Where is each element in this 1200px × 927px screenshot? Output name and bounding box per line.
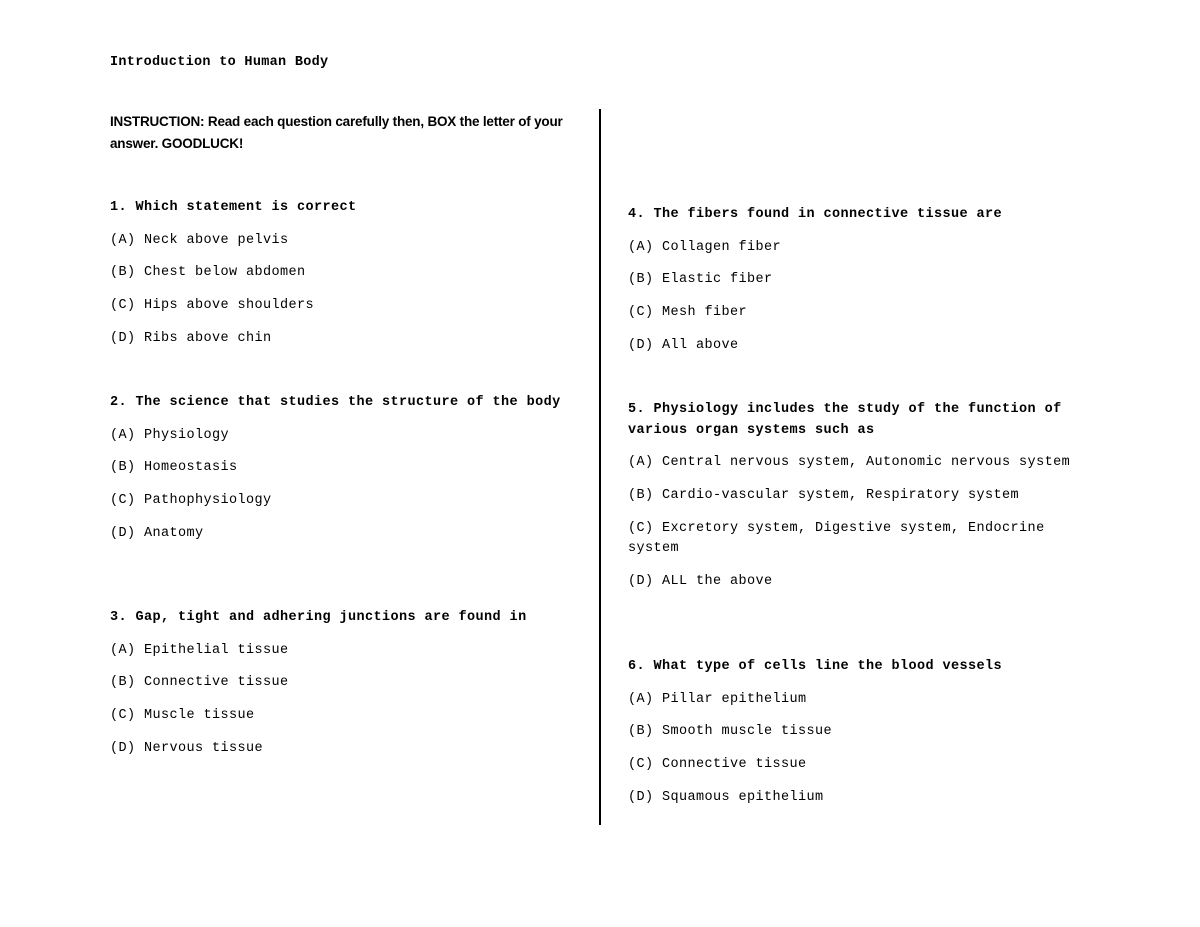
answer-option-a[interactable]: (A) Central nervous system, Autonomic nervous system [628, 455, 1071, 470]
answer-option-a[interactable]: (A) Collagen fiber [628, 239, 782, 255]
answer-option-c[interactable]: (C) Pathophysiology [110, 493, 272, 509]
instruction-text: INSTRUCTION: Read each question carefully then, BOX the letter of your answer. GOODLUCK! [110, 114, 563, 151]
answer-option-d[interactable]: (D) ALL the above [628, 574, 773, 590]
answer-option-d[interactable]: (D) Ribs above chin [110, 331, 272, 347]
question-text: 2. The science that studies the structure of the body [110, 395, 561, 410]
question-text: 1. Which statement is correct [110, 200, 357, 215]
column-divider [599, 109, 601, 825]
answer-option-a[interactable]: (A) Neck above pelvis [110, 232, 289, 248]
question-5 [628, 400, 1098, 605]
answer-option-a[interactable]: (A) Pillar epithelium [628, 691, 807, 707]
question-2 [110, 393, 580, 557]
answer-option-c[interactable]: (C) Connective tissue [628, 757, 807, 773]
answer-option-d[interactable]: (D) Squamous epithelium [628, 790, 824, 806]
answer-option-d[interactable]: (D) Anatomy [110, 526, 204, 542]
answer-option-d[interactable]: (D) Nervous tissue [110, 741, 264, 757]
question-3 [110, 608, 580, 772]
question-text: 6. What type of cells line the blood vessels [628, 659, 1003, 674]
answer-option-a[interactable]: (A) Epithelial tissue [110, 642, 289, 658]
document-title: Introduction to Human Body [110, 55, 329, 70]
question-4 [628, 205, 1098, 369]
answer-option-d[interactable]: (D) All above [628, 338, 739, 354]
question-text: 5. Physiology includes the study of the function of various organ systems such as [628, 402, 1062, 438]
answer-option-c[interactable]: (C) Mesh fiber [628, 305, 748, 321]
answer-option-c[interactable]: (C) Hips above shoulders [110, 298, 315, 314]
answer-option-b[interactable]: (B) Smooth muscle tissue [628, 724, 833, 740]
answer-option-b[interactable]: (B) Chest below abdomen [110, 265, 306, 281]
answer-option-b[interactable]: (B) Homeostasis [110, 460, 238, 476]
question-text: 3. Gap, tight and adhering junctions are found in [110, 610, 527, 625]
answer-option-c[interactable]: (C) Excretory system, Digestive system, Endocrine system [628, 520, 1045, 557]
answer-option-a[interactable]: (A) Physiology [110, 427, 230, 443]
question-6 [628, 657, 1098, 821]
answer-option-b[interactable]: (B) Elastic fiber [628, 272, 773, 288]
question-text: 4. The fibers found in connective tissue are [628, 207, 1003, 222]
answer-option-b[interactable]: (B) Cardio-vascular system, Respiratory system [628, 487, 1020, 503]
answer-option-c[interactable]: (C) Muscle tissue [110, 708, 255, 724]
question-1 [110, 198, 580, 362]
answer-option-b[interactable]: (B) Connective tissue [110, 675, 289, 691]
